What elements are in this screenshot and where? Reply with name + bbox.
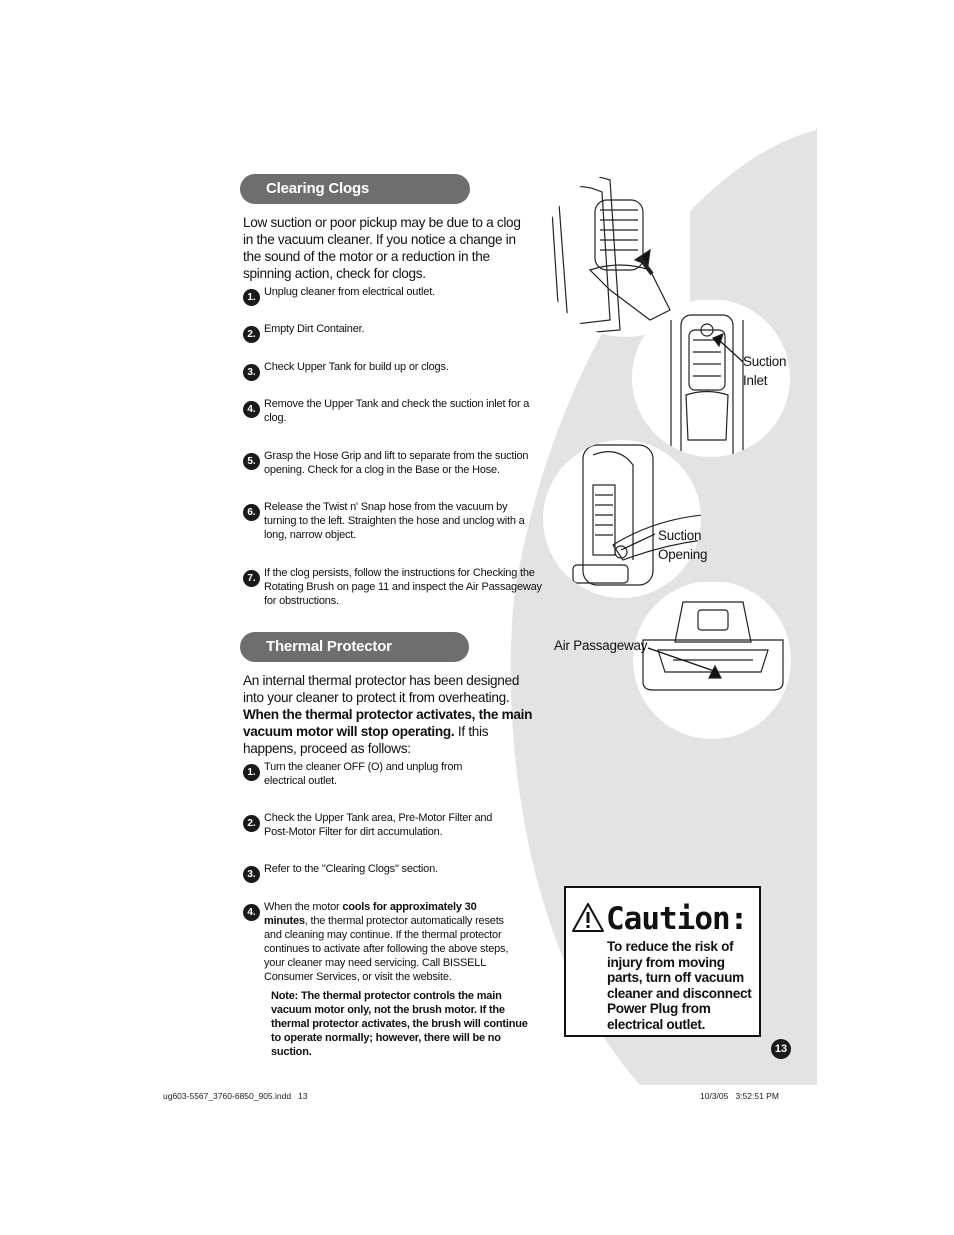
thermal-note: Note: The thermal protector controls the main vacuum motor only, not the brush motor. If the thermal protector activates, the brush will continue to operate normally; however, there will be no suction. [271,990,528,1058]
caution-title: Caution: [606,901,748,937]
intro-text-end: If this happens, proceed as follows: [243,724,489,756]
footer-filename: ug603-5567_3760-6850_905.indd 13 [163,1091,308,1101]
step-text [264,900,512,984]
air-passageway-illustration [633,582,793,740]
step-text-part: , the thermal protector automatically resets and cleaning may continue. If the thermal protector continues to activate after following the above steps, your cleaner may need servicing. Call BISSELL Consumer Services, or visit the website. [264,915,509,983]
step-number: 6. [243,504,260,521]
step-text: Refer to the "Clearing Clogs" section. [264,863,438,875]
step-number: 1. [243,289,260,306]
step-text: Remove the Upper Tank and check the suction inlet for a clog. [264,398,530,424]
suction-opening-illustration [543,440,703,600]
step-text-bold: cools for approximately 30 minutes [264,901,477,927]
step-text: Grasp the Hose Grip and lift to separate from the suction opening. Check for a clog in the Base or the Hose. [264,450,529,476]
clearing-clogs-heading: Clearing Clogs [240,174,470,204]
step-number: 4. [243,904,260,921]
step-number: 4. [243,401,260,418]
intro-bold-text: When the thermal protector activates, the main vacuum motor will stop operating. [243,707,533,739]
suction-opening-label: Suction Opening [658,528,708,562]
step-text: Empty Dirt Container. [264,323,365,335]
step-text: Turn the cleaner OFF (O) and unplug from electrical outlet. [264,761,463,787]
step-number: 2. [243,815,260,832]
step-number: 3. [243,364,260,381]
step-number: 7. [243,570,260,587]
step-number: 2. [243,326,260,343]
step-text-part: When the motor [264,901,343,913]
clearing-clogs-intro: Low suction or poor pickup may be due to a clog in the vacuum cleaner. If you notice a change in the sound of the motor or a reduction in the spinning action, check for clogs. [243,215,521,281]
air-passageway-label: Air Passageway [554,638,648,653]
step-text: If the clog persists, follow the instructions for Checking the Rotating Brush on page 11 and inspect the Air Passageway for obstructions. [264,567,542,607]
warning-triangle-icon [571,902,605,933]
step-number: 1. [243,764,260,781]
thermal-protector-intro [243,672,535,757]
step-number: 5. [243,453,260,470]
step-number: 3. [243,866,260,883]
intro-text: An internal thermal protector has been designed into your cleaner to protect it from overheating. [243,673,520,705]
footer-timestamp: 10/3/05 3:52:51 PM [700,1091,779,1101]
suction-inlet-label: Suction Inlet [743,354,787,388]
step-text: Release the Twist n' Snap hose from the vacuum by turning to the left. Straighten the hose and unclog with a long, narrow object. [264,501,525,541]
caution-box [564,886,761,1037]
caution-text: To reduce the risk of injury from moving parts, turn off vacuum cleaner and disconnect Power Plug from electrical outlet. [607,939,752,1032]
step-text: Unplug cleaner from electrical outlet. [264,286,435,298]
page-number: 13 [771,1039,791,1059]
step-text: Check Upper Tank for build up or clogs. [264,361,449,373]
thermal-protector-heading: Thermal Protector [240,632,469,662]
step-text: Check the Upper Tank area, Pre-Motor Filter and Post-Motor Filter for dirt accumulation. [264,812,493,838]
